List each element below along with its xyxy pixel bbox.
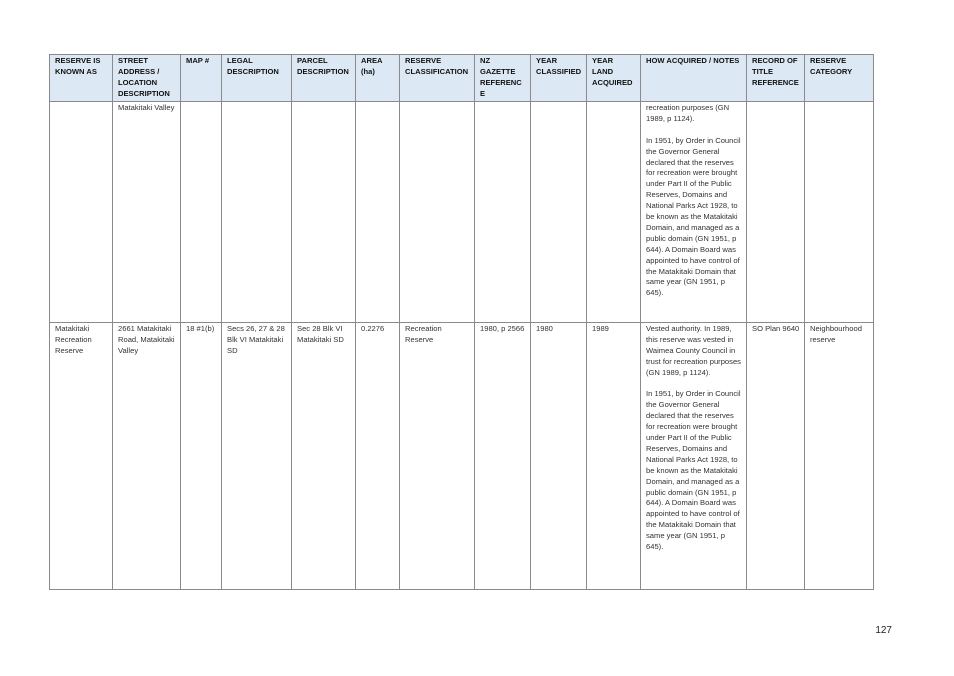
cell-year-classified <box>531 102 587 323</box>
cell-area: 0.2276 <box>356 323 400 590</box>
page-number: 127 <box>875 625 892 636</box>
cell-reserve-name: Matakitaki Recreation Reserve <box>50 323 113 590</box>
cell-reserve-name <box>50 102 113 323</box>
cell-title-ref <box>747 102 805 323</box>
col-header-year-acquired: YEAR LAND ACQUIRED <box>587 55 641 102</box>
cell-category: Neighbourhood reserve <box>805 323 874 590</box>
col-header-classification: RESERVE CLASSIFICATION <box>400 55 475 102</box>
col-header-legal: LEGAL DESCRIPTION <box>222 55 292 102</box>
header-row <box>50 55 874 102</box>
col-header-reserve-name: RESERVE IS KNOWN AS <box>50 55 113 102</box>
cell-area <box>356 102 400 323</box>
cell-category <box>805 102 874 323</box>
col-header-title-ref: RECORD OF TITLE REFERENCE <box>747 55 805 102</box>
table-row <box>50 102 874 323</box>
cell-classification <box>400 102 475 323</box>
notes-paragraph: In 1951, by Order in Council the Governor General declared that the reserves for recreation were brought under Part II of the Public Reserves, Domains and National Parks Act 1928, to be known as the Matakitaki Domain, and managed as a public domain (GN 1951, p 644). A Domain Board was appointed to have control of the Matakitaki Domain that same year (GN 1951, p 645). <box>646 135 741 298</box>
col-header-area: AREA (ha) <box>356 55 400 102</box>
cell-legal: Secs 26, 27 & 28 Blk VI Matakitaki SD <box>222 323 292 590</box>
cell-map: 18 #1(b) <box>181 323 222 590</box>
cell-year-acquired <box>587 102 641 323</box>
cell-parcel: Sec 28 Blk VI Matakitaki SD <box>292 323 356 590</box>
cell-gazette: 1980, p 2566 <box>475 323 531 590</box>
cell-parcel <box>292 102 356 323</box>
cell-map <box>181 102 222 323</box>
col-header-notes: HOW ACQUIRED / NOTES <box>641 55 747 102</box>
cell-title-ref: SO Plan 9640 <box>747 323 805 590</box>
cell-legal <box>222 102 292 323</box>
notes-paragraph: recreation purposes (GN 1989, p 1124). <box>646 103 730 123</box>
cell-classification: Recreation Reserve <box>400 323 475 590</box>
cell-address: 2661 Matakitaki Road, Matakitaki Valley <box>113 323 181 590</box>
cell-year-acquired: 1989 <box>587 323 641 590</box>
col-header-address: STREET ADDRESS / LOCATION DESCRIPTION <box>113 55 181 102</box>
cell-notes <box>641 102 747 323</box>
col-header-map: MAP # <box>181 55 222 102</box>
notes-paragraph: Vested authority. In 1989, this reserve was vested in Waimea County Council in trust for recreation purposes (GN 1989, p 1124). <box>646 324 741 377</box>
cell-gazette <box>475 102 531 323</box>
notes-paragraph: In 1951, by Order in Council the Governor General declared that the reserves for recreation were brought under Part II of the Public Reserves, Domains and National Parks Act 1928, to be known as the Matakitaki Domain, and managed as a public domain (GN 1951, p 644). A Domain Board was appointed to have control of the Matakitaki Domain that same year (GN 1951, p 645). <box>646 389 741 552</box>
col-header-parcel: PARCEL DESCRIPTION <box>292 55 356 102</box>
cell-year-classified: 1980 <box>531 323 587 590</box>
cell-notes <box>641 323 747 590</box>
col-header-year-classified: YEAR CLASSIFIED <box>531 55 587 102</box>
col-header-category: RESERVE CATEGORY <box>805 55 874 102</box>
table-row <box>50 323 874 590</box>
reserves-table <box>49 54 874 590</box>
col-header-gazette: NZ GAZETTE REFERENCE <box>475 55 531 102</box>
cell-address: Matakitaki Valley <box>113 102 181 323</box>
